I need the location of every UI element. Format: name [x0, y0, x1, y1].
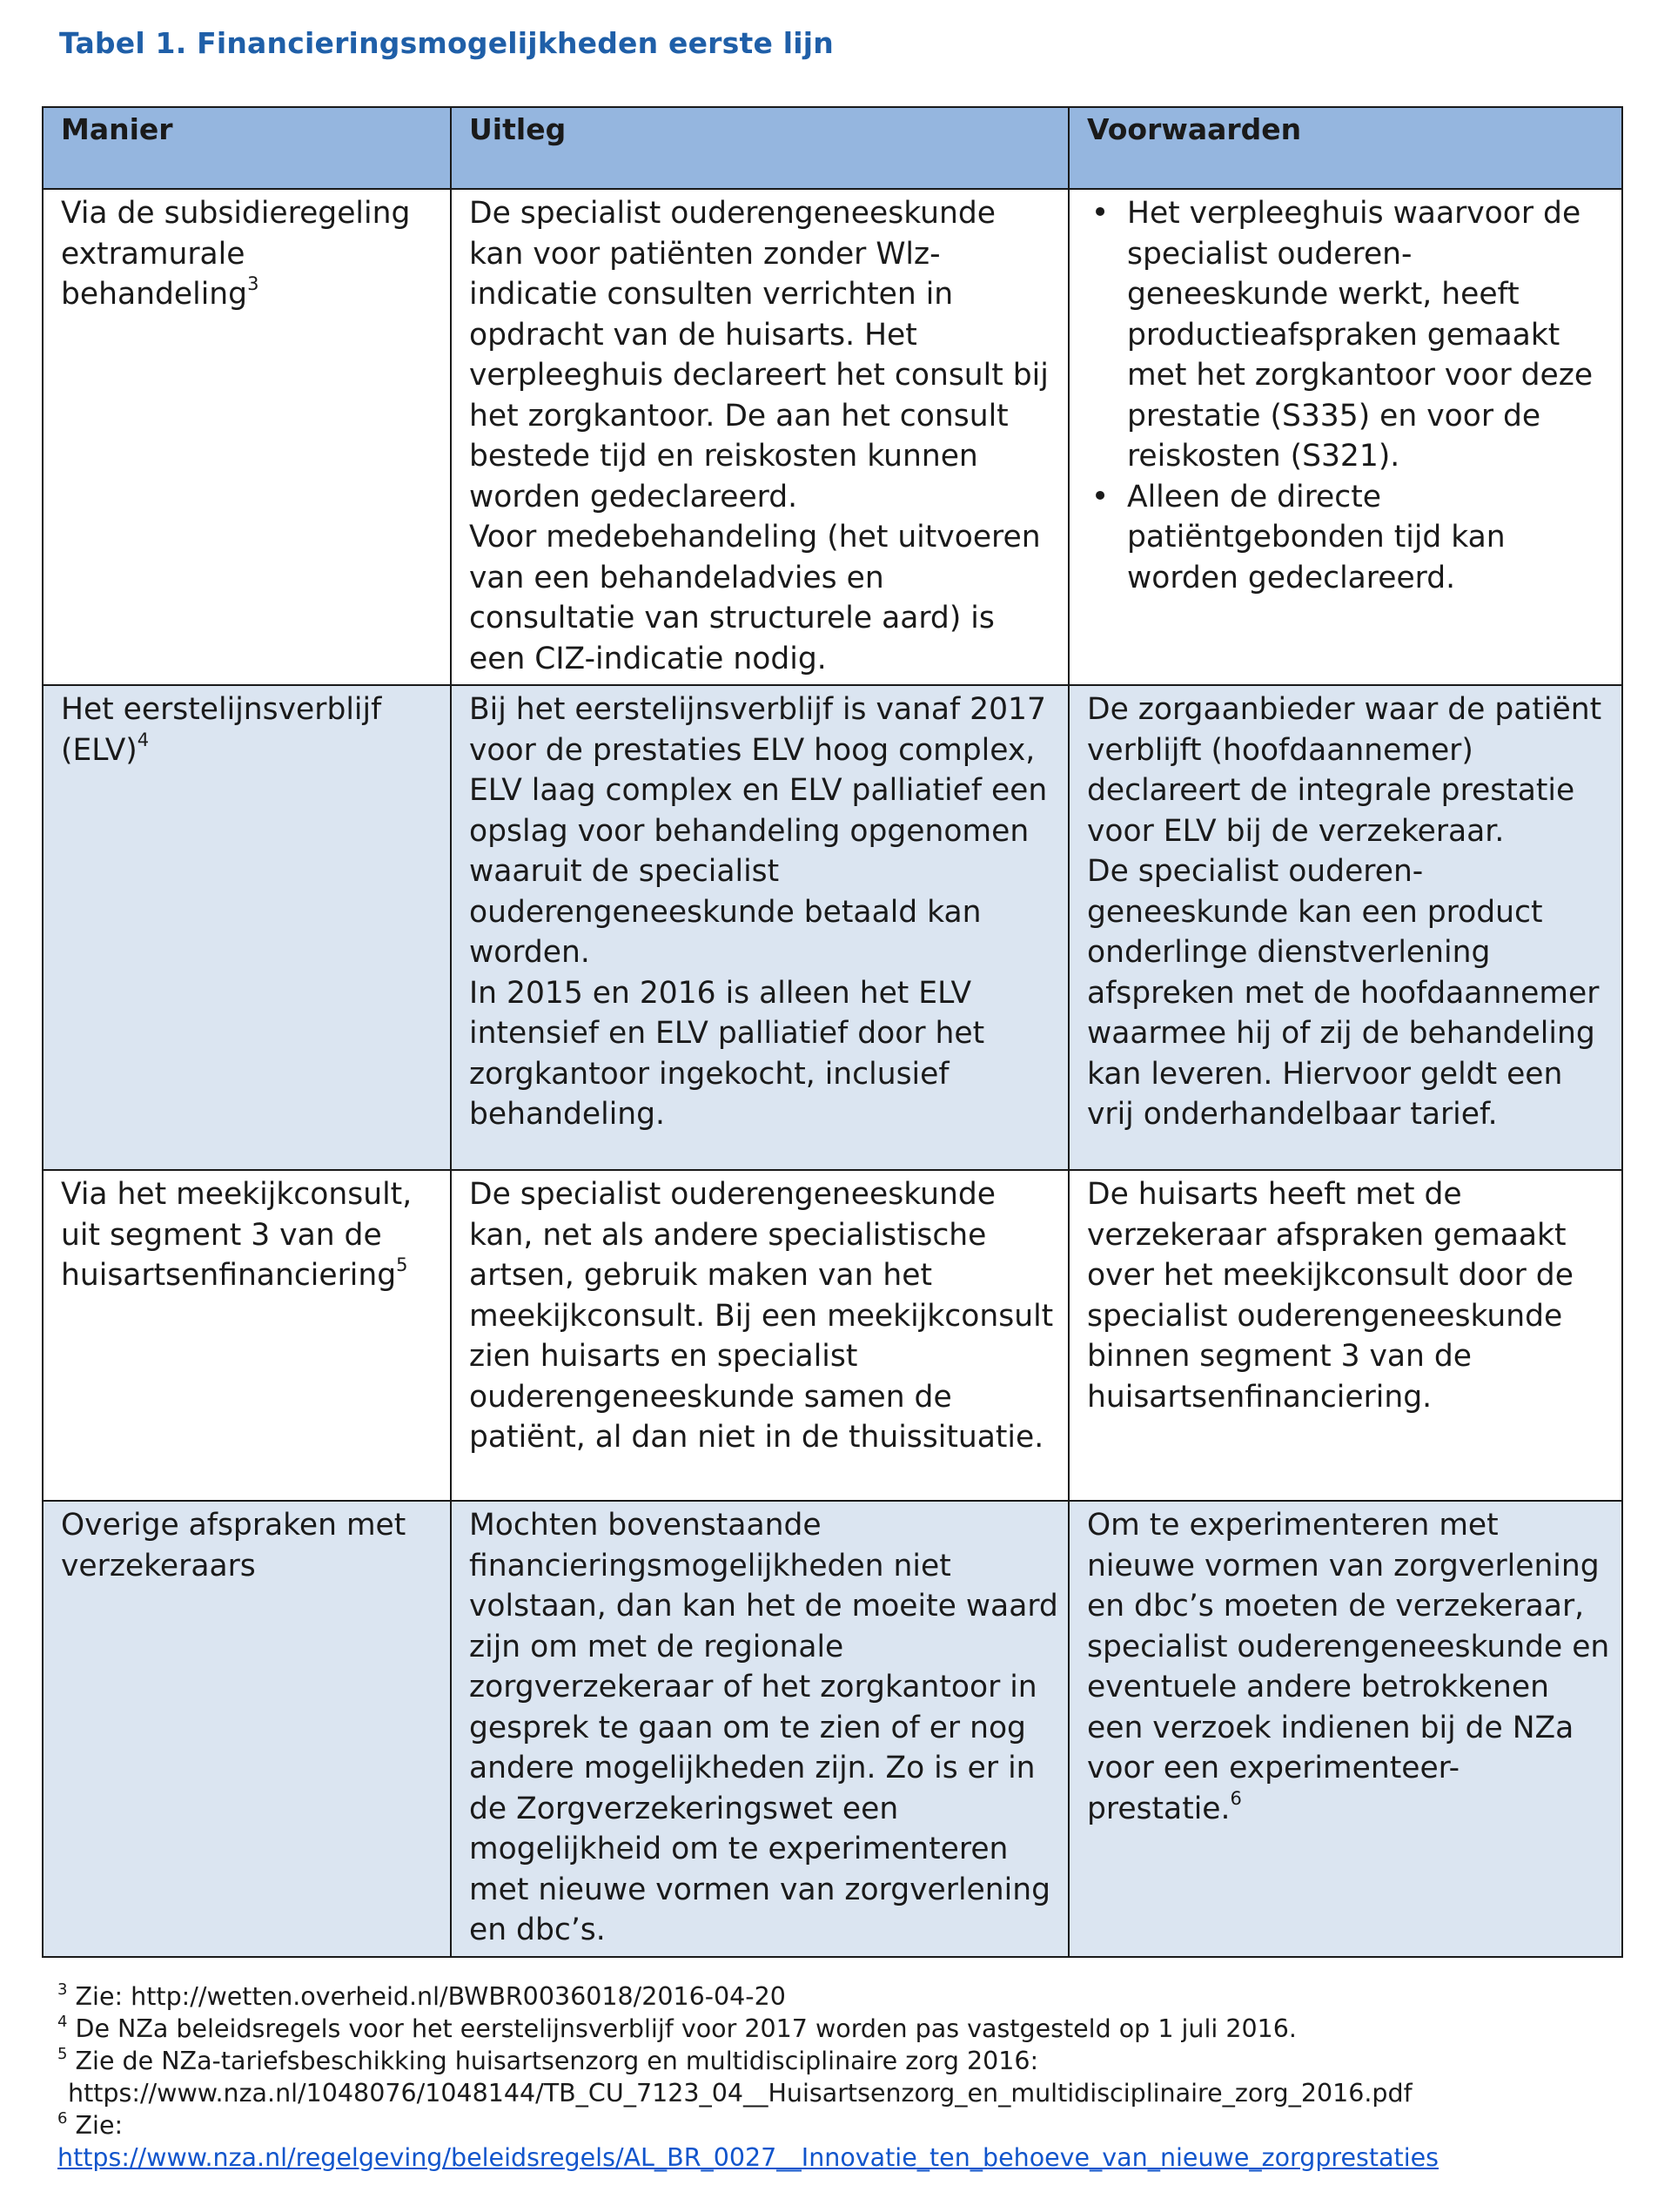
- uitleg-paragraph: In 2015 en 2016 is alleen het ELV intensief en ELV palliatief door het zorgkantoor ingekocht, inclusief behandeling.: [469, 975, 985, 1132]
- footnote-ref: 3: [247, 273, 259, 294]
- uitleg-paragraph: De specialist ouderengeneeskunde kan voor patiënten zonder Wlz-indicatie consulten verrichten in opdracht van de huisarts. Het verpleeghuis declareert het consult bij het zorgkantoor. De aan het consult bestede tijd en reiskosten kunnen worden gedeclareerd.: [469, 196, 1049, 514]
- cell-uitleg: [451, 1501, 1069, 1957]
- voorwaarden-paragraph: De zorgaanbieder waar de patiënt verblijft (hoofdaannemer) declareert de integrale prestatie voor ELV bij de verzekeraar.: [1087, 692, 1602, 849]
- footnote: [57, 1980, 1624, 2013]
- footnote-ref: 4: [137, 729, 150, 750]
- table-row: [43, 685, 1622, 1170]
- manier-text: Via het meekijkconsult, uit segment 3 van de huisartsenfinanciering: [61, 1177, 413, 1293]
- footnote-ref: 6: [1230, 1787, 1242, 1809]
- uitleg-paragraph: Bij het eerstelijnsverblijf is vanaf 2017 voor de prestaties ELV hoog complex, ELV laag complex en ELV palliatief een opslag voor behandeling opgenomen waaruit de specialist ouderengeneeskunde betaald kan worden.: [469, 692, 1048, 970]
- cell-manier: [43, 189, 451, 685]
- header-voorwaarden: Voorwaarden: [1069, 107, 1622, 189]
- table-header-row: [43, 107, 1622, 189]
- uitleg-paragraph: De specialist ouderengeneeskunde kan, net als andere specialistische artsen, gebruik maken van het meekijkconsult. Bij een meekijkconsult zien huisarts en specialist ouderengeneeskunde samen de patiënt, al dan niet in de thuissituatie.: [469, 1177, 1054, 1455]
- cell-voorwaarden: [1069, 189, 1622, 685]
- footnote-link[interactable]: https://www.nza.nl/regelgeving/beleidsregels/AL_BR_0027__Innovatie_ten_behoeve_van_nieuwe_zorgprestaties: [57, 2143, 1439, 2172]
- cell-voorwaarden: [1069, 1170, 1622, 1501]
- footnote-ref: 5: [396, 1254, 408, 1275]
- voorwaarden-paragraph: Om te experimenteren met nieuwe vormen van zorgverlening en dbc’s moeten de verzekeraar, specialist ouderengeneeskunde en eventuele andere betrokkenen een verzoek indienen bij de NZa voor een experimenteer-prestatie.: [1087, 1508, 1610, 1826]
- cell-manier: [43, 1170, 451, 1501]
- footnote-text: Zie de NZa-tariefsbeschikking huisartsenzorg en multidisciplinaire zorg 2016:: [75, 2047, 1039, 2075]
- footnote: [57, 2013, 1624, 2045]
- list-item-text: Alleen de directe patiëntgebonden tijd kan worden gedeclareerd.: [1127, 479, 1506, 595]
- table-row: [43, 1170, 1622, 1501]
- cell-voorwaarden: [1069, 1501, 1622, 1957]
- table-row: [43, 1501, 1622, 1957]
- manier-text: Het eerstelijnsverblijf (ELV): [61, 692, 382, 768]
- list-item-text: Het verpleeghuis waarvoor de specialist ouderen-geneeskunde werkt, heeft productieafspraken gemaakt met het zorgkantoor voor deze prestatie (S335) en voor de reiskosten (S321).: [1127, 196, 1594, 474]
- uitleg-paragraph: Voor medebehandeling (het uitvoeren van een behandeladvies en consultatie van structurele aard) is een CIZ-indicatie nodig.: [469, 520, 1041, 676]
- header-uitleg: Uitleg: [451, 107, 1069, 189]
- footnote-text: De NZa beleidsregels voor het eerstelijnsverblijf voor 2017 worden pas vastgesteld op 1 juli 2016.: [75, 2014, 1297, 2043]
- footnote: [57, 2109, 1624, 2141]
- cell-uitleg: [451, 1170, 1069, 1501]
- cell-manier: [43, 1501, 451, 1957]
- financing-table: [42, 106, 1623, 1958]
- table-row: [43, 189, 1622, 685]
- header-manier: Manier: [43, 107, 451, 189]
- footnote-number: 5: [57, 2045, 68, 2063]
- voorwaarden-paragraph: De specialist ouderen-geneeskunde kan een product onderlinge dienstverlening afspreken met de hoofdaannemer waarmee hij of zij de behandeling kan leveren. Hiervoor geldt een vrij onderhandelbaar tarief.: [1087, 854, 1600, 1132]
- footnote-continuation: https://www.nza.nl/1048076/1048144/TB_CU_7123_04__Huisartsenzorg_en_multidisciplinaire_zorg_2016.pdf: [68, 2079, 1413, 2108]
- bullet-icon: •: [1091, 196, 1110, 231]
- voorwaarden-list: [1087, 193, 1613, 598]
- footnote: [57, 2045, 1624, 2077]
- footnote-text: Zie: http://wetten.overheid.nl/BWBR0036018/2016-04-20: [75, 1982, 786, 2011]
- manier-text: Via de subsidieregeling extramurale behandeling: [61, 196, 411, 312]
- voorwaarden-paragraph: De huisarts heeft met de verzekeraar afspraken gemaakt over het meekijkconsult door de specialist ouderengeneeskunde binnen segment 3 van de huisartsenfinanciering.: [1087, 1177, 1574, 1415]
- cell-uitleg: [451, 189, 1069, 685]
- footnotes: [57, 1980, 1624, 2174]
- uitleg-paragraph: Mochten bovenstaande financieringsmogelijkheden niet volstaan, dan kan het de moeite waard zijn om met de regionale zorgverzekeraar of het zorgkantoor in gesprek te gaan om te zien of er nog andere mogelijkheden zijn. Zo is er in de Zorgverzekeringswet een mogelijkheid om te experimenteren met nieuwe vormen van zorgverlening en dbc’s.: [469, 1508, 1058, 1947]
- footnote-number: 6: [57, 2109, 68, 2128]
- cell-uitleg: [451, 685, 1069, 1170]
- list-item: [1087, 477, 1613, 599]
- table-title: Tabel 1. Financieringsmogelijkheden eerste lijn: [59, 26, 834, 60]
- footnote-number: 4: [57, 2013, 68, 2031]
- bullet-icon: •: [1091, 479, 1110, 514]
- manier-text: Overige afspraken met verzekeraars: [61, 1508, 406, 1583]
- footnote-text: Zie:: [75, 2111, 124, 2140]
- list-item: [1087, 193, 1613, 477]
- footnote-number: 3: [57, 1980, 68, 1999]
- cell-voorwaarden: [1069, 685, 1622, 1170]
- cell-manier: [43, 685, 451, 1170]
